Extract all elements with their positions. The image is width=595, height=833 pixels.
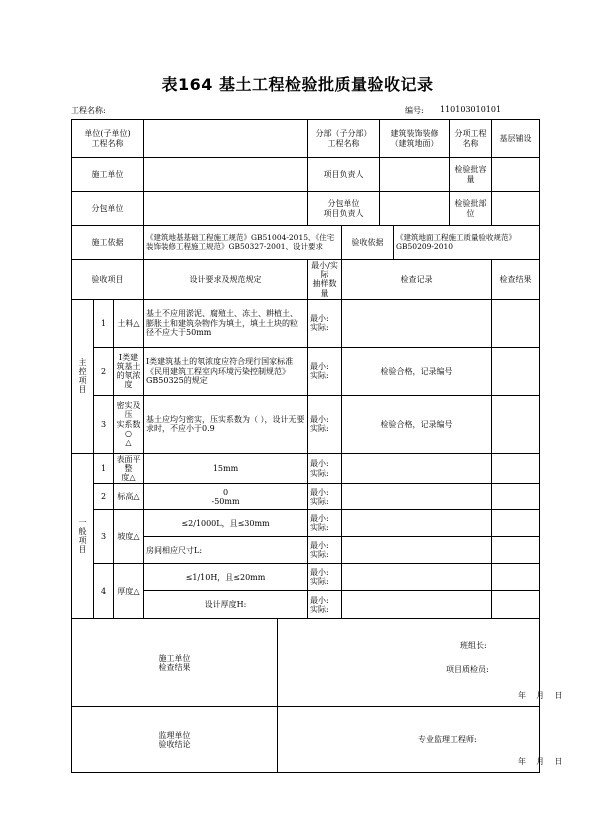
- min-actual[interactable]: 最小: 实际:: [308, 537, 342, 564]
- info-row-2: [72, 158, 540, 192]
- item-design: 0 -50mm: [144, 484, 308, 510]
- check-result[interactable]: [492, 564, 540, 591]
- main-group-label: 主 控 项 目: [72, 299, 94, 453]
- page-title: 表164 基土工程检验批质量验收记录: [161, 75, 434, 94]
- item-no: 3: [94, 395, 114, 453]
- project-manager-value[interactable]: [380, 158, 450, 192]
- construction-check-row: [72, 619, 540, 707]
- serial-value: 110103010101: [440, 105, 502, 114]
- check-result[interactable]: [492, 299, 540, 347]
- sub-contractor-value[interactable]: [144, 192, 308, 226]
- item-name: 密实及压 实系数○ △: [114, 395, 144, 453]
- quality-inspector-label: 项目质检员:: [446, 665, 489, 675]
- supervision-row: [72, 707, 540, 773]
- col-record: 检查记录: [342, 260, 492, 300]
- check-result[interactable]: [492, 453, 540, 484]
- info-row-3: [72, 192, 540, 226]
- construction-unit-value[interactable]: [144, 158, 308, 192]
- check-result[interactable]: [492, 591, 540, 619]
- min-actual[interactable]: 最小: 实际:: [308, 564, 342, 591]
- check-record[interactable]: [342, 510, 492, 537]
- item-design: 基土不应用淤泥、腐殖土、冻土、耕植土、膨胀土和建筑杂物作为填土，填土土块的粒径不应大于50mm: [144, 299, 308, 347]
- item-design: Ⅰ类建筑基土的氡浓度应符合现行国家标准《民用建筑工程室内环境污染控制规范》GB50325的规定: [144, 347, 308, 395]
- construction-check-signature[interactable]: [278, 619, 563, 707]
- general-group-label: 一 般 项 目: [72, 453, 94, 619]
- min-actual[interactable]: 最小: 实际:: [308, 395, 342, 453]
- construction-check-label: 施工单位 检查结果: [72, 619, 278, 707]
- sub-manager-value[interactable]: [380, 192, 450, 226]
- general-item-row: [72, 453, 540, 484]
- serial-label: 编号:: [405, 106, 424, 115]
- check-record[interactable]: [342, 453, 492, 484]
- min-actual[interactable]: 最小: 实际:: [308, 510, 342, 537]
- subsection-value: 建筑装饰装修 （建筑地面）: [380, 120, 450, 158]
- column-header-row: [72, 260, 540, 300]
- general-item-row: [72, 484, 540, 510]
- item-label: 分项工程名称: [450, 120, 492, 158]
- supervision-date: 年 月 日: [518, 757, 563, 767]
- item-name: 表面平整 度△: [114, 453, 144, 484]
- main-item-row: [72, 347, 540, 395]
- unit-value[interactable]: [144, 120, 308, 158]
- unit-label: 单位(子单位) 工程名称: [72, 120, 144, 158]
- construction-unit-label: 施工单位: [72, 158, 144, 192]
- check-record[interactable]: [342, 591, 492, 619]
- min-actual[interactable]: 最小: 实际:: [308, 299, 342, 347]
- item-name: 厚度△: [114, 564, 144, 619]
- subsection-label: 分部（子分部） 工程名称: [308, 120, 380, 158]
- item-design: 基土应均匀密实，压实系数为（ ），设计无要求时，不应小于0.9: [144, 395, 308, 453]
- item-design-limit: ≤2/1000L，且≤30mm: [144, 510, 308, 537]
- team-leader-label: 班组长:: [460, 641, 487, 651]
- check-record[interactable]: 检验合格，记录编号: [342, 347, 492, 395]
- info-row-4: [72, 226, 540, 260]
- item-no: 1: [94, 299, 114, 347]
- item-name: Ⅰ类建筑基土 的氡浓度: [114, 347, 144, 395]
- item-name: 标高△: [114, 484, 144, 510]
- supervision-signature[interactable]: [278, 707, 563, 773]
- col-design: 设计要求及规范规定: [144, 260, 308, 300]
- item-value: 基层铺设: [492, 120, 540, 158]
- item-design-size[interactable]: 房间相应尺寸L:: [144, 537, 308, 564]
- col-items: 验收项目: [72, 260, 144, 300]
- general-item-row: [72, 510, 540, 537]
- col-result: 检查结果: [492, 260, 540, 300]
- check-record[interactable]: [342, 299, 492, 347]
- check-result[interactable]: [492, 484, 540, 510]
- batch-capacity-value[interactable]: [492, 158, 540, 192]
- check-result[interactable]: [492, 537, 540, 564]
- check-result[interactable]: [492, 347, 540, 395]
- basis-value: 《建筑地基基础工程施工规范》GB51004-2015、《住宅装饰装修工程施工规范》GB50327-2001、设计要求: [144, 226, 342, 260]
- min-actual[interactable]: 最小: 实际:: [308, 591, 342, 619]
- basis-label: 施工依据: [72, 226, 144, 260]
- supervising-engineer-label: 专业监理工程师:: [418, 735, 477, 745]
- check-record[interactable]: [342, 484, 492, 510]
- min-actual[interactable]: 最小: 实际:: [308, 347, 342, 395]
- general-item-row: [72, 564, 540, 591]
- check-result[interactable]: [492, 510, 540, 537]
- main-item-row: [72, 395, 540, 453]
- info-row-1: [72, 120, 540, 158]
- item-no: 2: [94, 347, 114, 395]
- item-no: 3: [94, 510, 114, 564]
- acceptance-basis-label: 验收依据: [342, 226, 394, 260]
- project-name-label: 工程名称:: [71, 106, 106, 115]
- batch-part-value[interactable]: [492, 192, 540, 226]
- check-record[interactable]: 检验合格，记录编号: [342, 395, 492, 453]
- item-no: 1: [94, 453, 114, 484]
- main-item-row: [72, 299, 540, 347]
- item-no: 2: [94, 484, 114, 510]
- item-design-limit: ≤1/10H，且≤20mm: [144, 564, 308, 591]
- batch-part-label: 检验批部位: [450, 192, 492, 226]
- item-name: 坡度△: [114, 510, 144, 564]
- construction-check-date: 年 月 日: [518, 691, 563, 701]
- inspection-form-table: [71, 119, 563, 773]
- item-design-thickness[interactable]: 设计厚度H:: [144, 591, 308, 619]
- sub-contractor-label: 分包单位: [72, 192, 144, 226]
- check-record[interactable]: [342, 564, 492, 591]
- check-record[interactable]: [342, 537, 492, 564]
- min-actual[interactable]: 最小: 实际:: [308, 484, 342, 510]
- col-sample: 最小/实际 抽样数量: [308, 260, 342, 300]
- min-actual[interactable]: 最小: 实际:: [308, 453, 342, 484]
- batch-capacity-label: 检验批容量: [450, 158, 492, 192]
- project-manager-label: 项目负责人: [308, 158, 380, 192]
- sub-manager-label: 分包单位 项目负责人: [308, 192, 380, 226]
- check-result[interactable]: [492, 395, 540, 453]
- item-design: 15mm: [144, 453, 308, 484]
- item-name: 土料△: [114, 299, 144, 347]
- supervision-label: 监理单位 验收结论: [72, 707, 278, 773]
- item-no: 4: [94, 564, 114, 619]
- acceptance-basis-value: 《建筑地面工程施工质量验收规范》GB50209-2010: [394, 226, 540, 260]
